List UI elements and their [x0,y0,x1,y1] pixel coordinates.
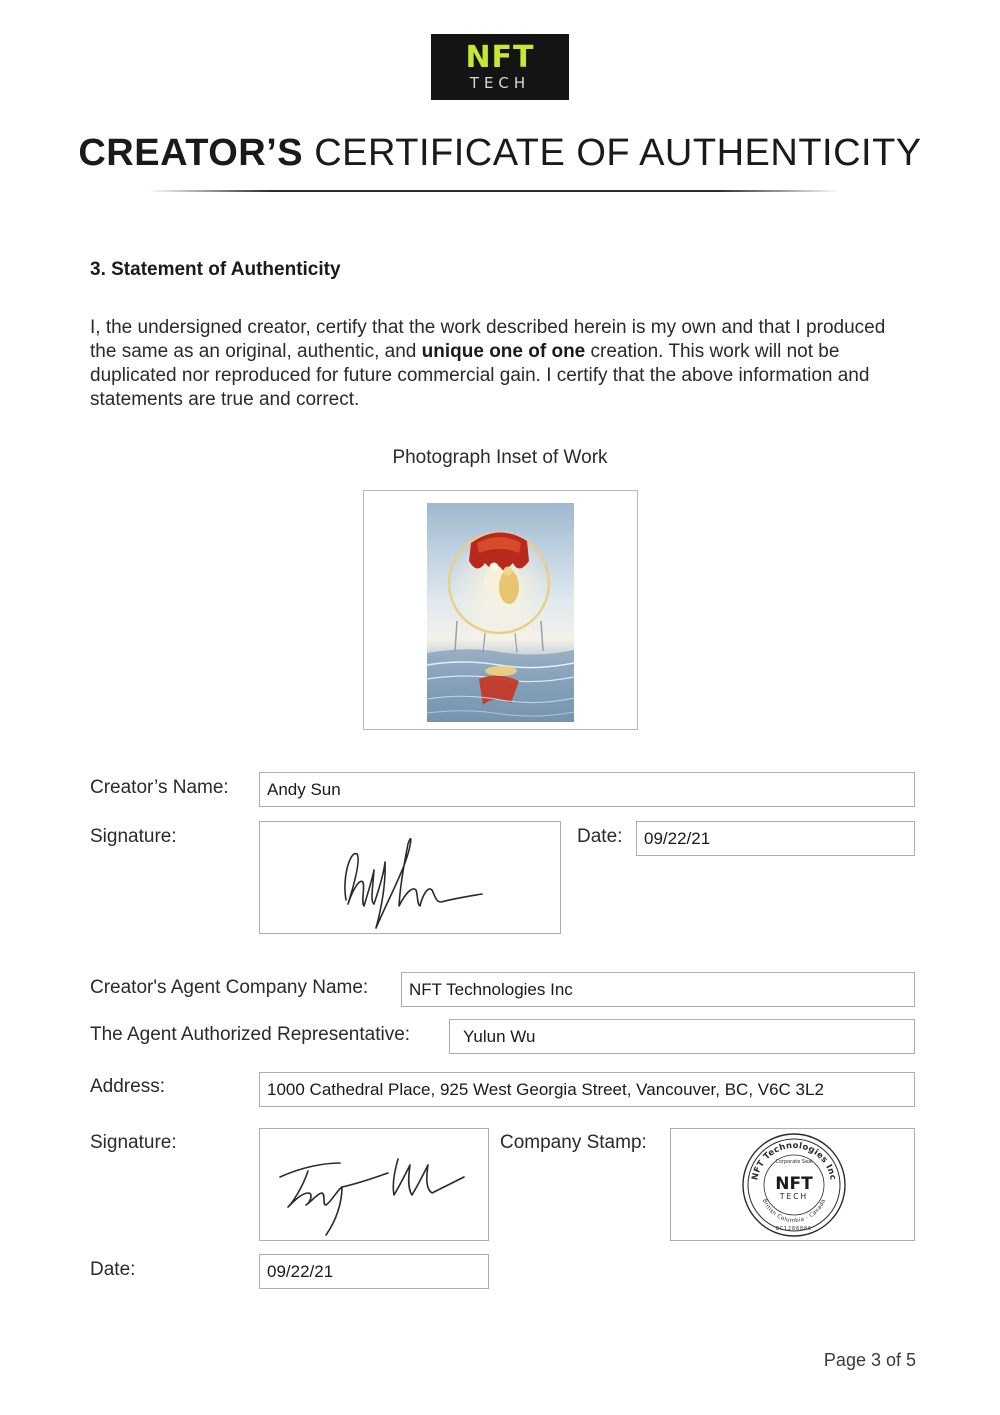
agent-company-field[interactable] [401,972,915,1007]
company-stamp-label: Company Stamp: [500,1132,647,1153]
company-stamp-box[interactable] [670,1128,915,1241]
creator-name-label: Creator’s Name: [90,777,229,798]
logo-nft-text: NFT [465,40,535,75]
creator-name-value: Andy Sun [267,779,341,799]
agent-rep-value: Yulun Wu [463,1026,536,1046]
nft-tech-logo [431,34,569,100]
title-rest-part: CERTIFICATE OF AUTHENTICITY [314,132,922,174]
seal-top-text: NFT Technologies Inc [750,1140,838,1182]
agent-company-label: Creator's Agent Company Name: [90,977,369,998]
seal-logo-tech: TECH [779,1192,809,1201]
page-number: Page 3 of 5 [823,1350,916,1370]
creator-signature-image [260,822,560,933]
photo-frame [363,490,638,730]
certificate-title [0,128,1000,178]
agent-signature-label: Signature: [90,1132,177,1153]
seal-inner-text: Corporate Seal [775,1159,813,1165]
agent-date-field[interactable] [259,1254,489,1289]
address-value: 1000 Cathedral Place, 925 West Georgia Street, Vancouver, BC, V6C 3L2 [267,1079,824,1099]
section-heading: 3. Statement of Authenticity [90,259,341,280]
statement-text-2: creation. This work will not be duplicated nor reproduced for future commercial gain. I certify that the above information and statements are true and correct. [90,341,870,410]
address-field[interactable] [259,1072,915,1107]
artwork-photo [427,503,574,722]
creator-signature-label: Signature: [90,826,177,847]
seal-number: BC1288886 [775,1226,813,1232]
creator-name-field[interactable] [259,772,915,807]
agent-signature-box[interactable] [259,1128,489,1241]
agent-company-value: NFT Technologies Inc [409,979,573,999]
creator-date-field[interactable] [636,821,915,856]
agent-date-value: 09/22/21 [267,1261,334,1281]
title-bold-part: CREATOR’S [78,132,304,174]
agent-rep-field[interactable] [449,1019,915,1054]
statement-text-1: I, the undersigned creator, certify that the work described herein is my own and that I produced the same as an original, authentic, and [90,317,886,362]
agent-date-label: Date: [90,1259,136,1280]
seal-bottom-text: British Columbia · Canada [760,1198,828,1225]
agent-rep-label: The Agent Authorized Representative: [90,1024,411,1045]
svg-text:British Columbia · Canada [761,1198,827,1224]
title-divider [148,190,840,192]
creator-signature-box[interactable] [259,821,561,934]
statement-paragraph [90,316,910,412]
photo-caption: Photograph Inset of Work [392,447,608,468]
creator-date-label: Date: [577,826,623,847]
company-seal-image [741,1132,847,1238]
creator-date-value: 09/22/21 [644,828,711,848]
statement-bold-text: unique one of one [421,341,586,362]
logo-tech-text: TECH [469,74,531,92]
address-label: Address: [90,1076,165,1097]
agent-signature-image [260,1129,488,1240]
seal-logo-nft: NFT [775,1174,813,1194]
